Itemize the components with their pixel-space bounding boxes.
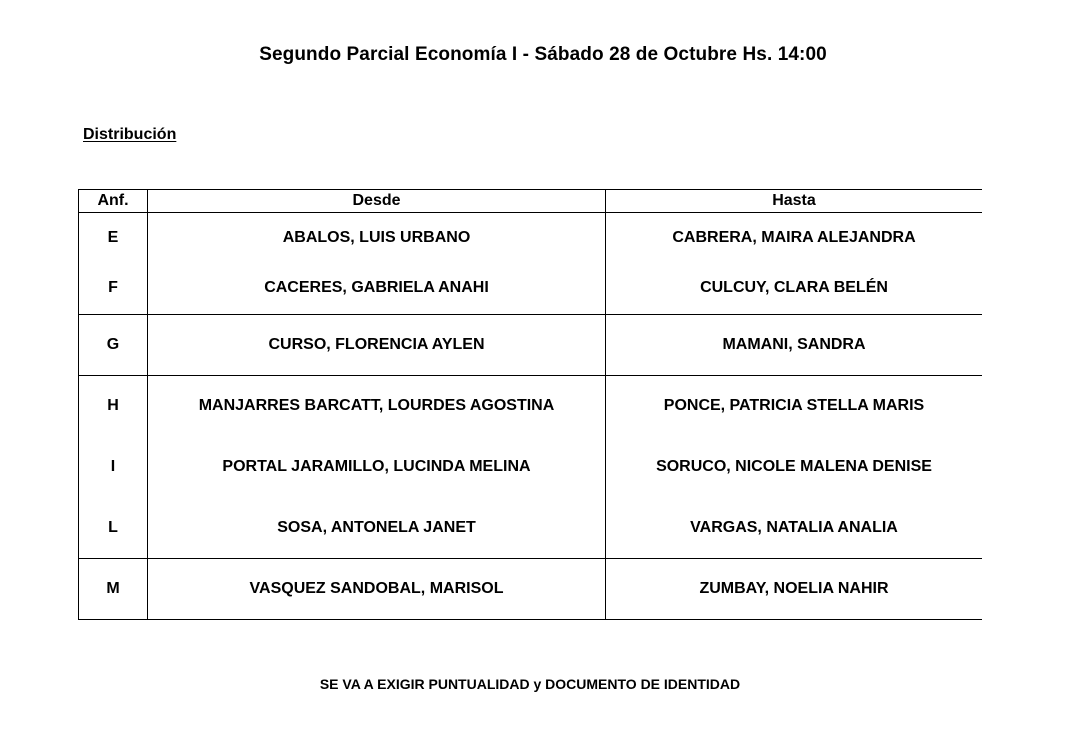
cell-hasta: MAMANI, SANDRA <box>606 315 983 376</box>
cell-desde: SOSA, ANTONELA JANET <box>148 498 606 559</box>
table-row <box>79 376 983 437</box>
table-row <box>79 263 983 315</box>
footer-note: SE VA A EXIGIR PUNTUALIDAD y DOCUMENTO DE IDENTIDAD <box>319 676 741 692</box>
header-anf: Anf. <box>79 190 148 213</box>
section-heading: Distribución <box>83 126 177 143</box>
cell-anf: H <box>79 376 148 437</box>
cell-anf: G <box>79 315 148 376</box>
table-row <box>79 315 983 376</box>
distribution-table <box>78 189 982 620</box>
cell-hasta: PONCE, PATRICIA STELLA MARIS <box>663 397 925 415</box>
cell-hasta: CULCUY, CLARA BELÉN <box>606 263 983 315</box>
cell-anf: F <box>79 263 148 315</box>
cell-desde: MANJARRES BARCATT, LOURDES AGOSTINA <box>148 376 606 437</box>
cell-desde: VASQUEZ SANDOBAL, MARISOL <box>148 559 606 620</box>
table-body <box>79 213 983 620</box>
table-row <box>79 437 983 498</box>
table-row <box>79 498 983 559</box>
header-row <box>79 190 983 213</box>
cell-desde: ABALOS, LUIS URBANO <box>148 213 606 263</box>
header-desde: Desde <box>148 190 606 213</box>
cell-hasta: ZUMBAY, NOELIA NAHIR <box>606 559 983 620</box>
cell-hasta: VARGAS, NATALIA ANALIA <box>606 498 983 559</box>
document-title: Segundo Parcial Economía I - Sábado 28 de Octubre Hs. 14:00 <box>259 44 827 65</box>
cell-anf: I <box>79 437 148 498</box>
cell-desde: CURSO, FLORENCIA AYLEN <box>148 315 606 376</box>
table-row <box>79 559 983 620</box>
cell-hasta: SORUCO, NICOLE MALENA DENISE <box>656 458 932 475</box>
table-row <box>79 213 983 263</box>
cell-hasta: CABRERA, MAIRA ALEJANDRA <box>672 228 916 246</box>
cell-anf: M <box>79 559 148 620</box>
cell-desde: CACERES, GABRIELA ANAHI <box>148 263 606 315</box>
header-hasta: Hasta <box>606 190 983 213</box>
cell-anf: E <box>79 213 148 263</box>
table-header <box>79 190 983 213</box>
cell-desde: PORTAL JARAMILLO, LUCINDA MELINA <box>148 437 606 498</box>
cell-anf: L <box>79 498 148 559</box>
